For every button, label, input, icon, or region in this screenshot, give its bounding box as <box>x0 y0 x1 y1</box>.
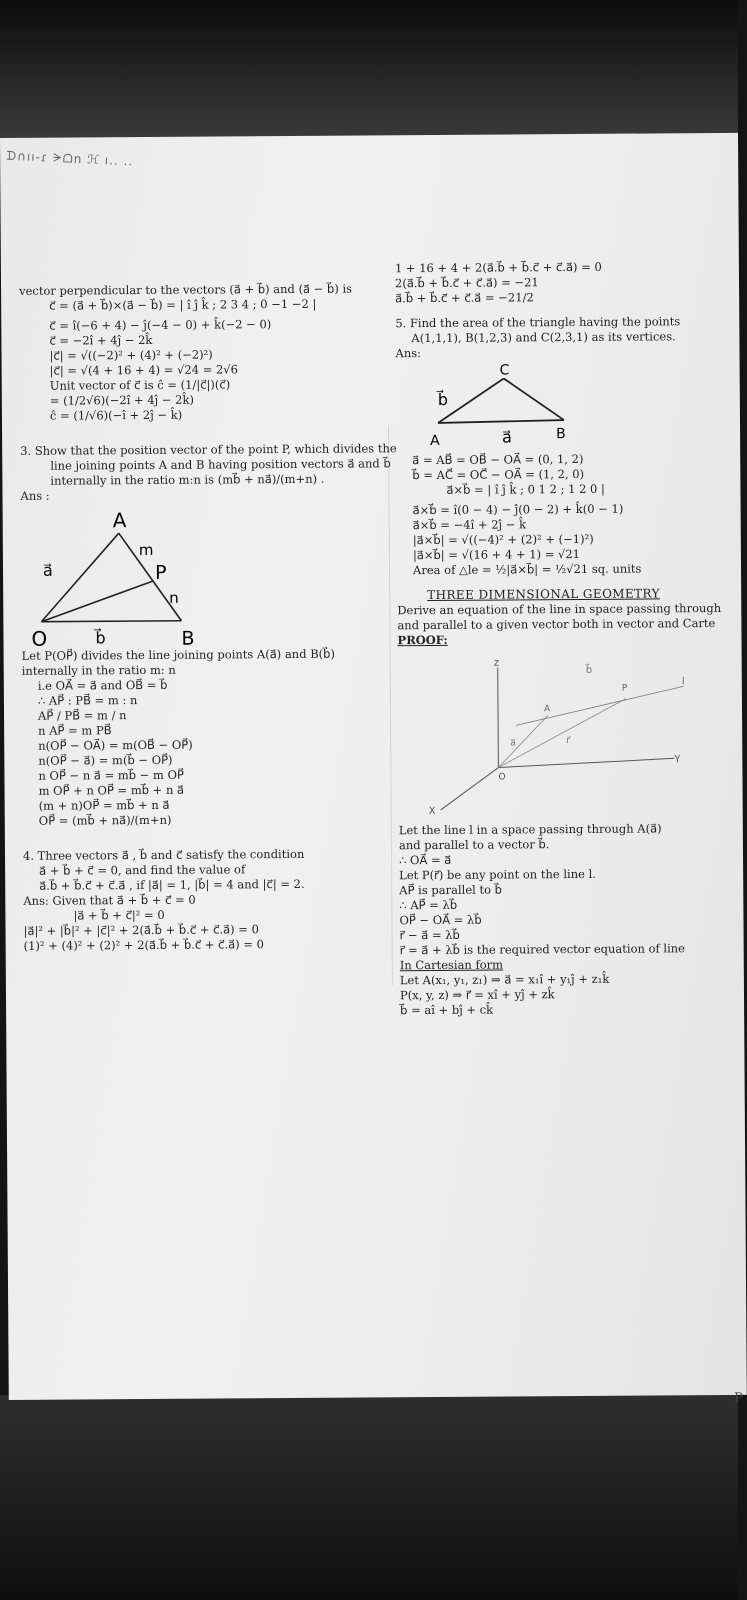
fig1-label-p: P <box>154 561 167 584</box>
q2-line: |c⃗| = √((−2)² + (4)² + (−2)²) <box>49 347 213 363</box>
q3-proof-line: Let P(OP⃗) divides the line joining points A(a⃗) and B(b⃗) <box>21 646 335 663</box>
oa-vector <box>498 715 548 767</box>
fig1-label-n: n <box>169 588 179 607</box>
right-column <box>395 259 744 1018</box>
q5-solution-line: b⃗ = AC⃗ = OC⃗ − OA⃗ = (1, 2, 0) <box>412 466 585 483</box>
q3-proof-line: internally in the ratio m: n <box>21 662 176 678</box>
fig2-label-c: C <box>499 362 510 379</box>
ob-line <box>41 621 181 622</box>
fig2-label-a: A <box>430 432 440 450</box>
dark-background-bottom <box>0 1395 738 1600</box>
q3-proof-line: ∴ AP⃗ : PB⃗ = m : n <box>37 693 138 708</box>
derive-question-line: Derive an equation of the line in space passing through <box>397 600 722 618</box>
q2-line: vector perpendicular to the vectors (a⃗ + b⃗) and (a⃗ − b⃗) is <box>19 281 353 298</box>
handwritten-scribble: ᗪ∩ıı-ɾ ᗒᗝn ℋ ı.. .. <box>5 148 134 169</box>
q4-line: a⃗ + b⃗ + c⃗ = 0, and find the value of <box>39 862 246 878</box>
q4-line: |a⃗ + b⃗ + c⃗|² = 0 <box>73 907 165 923</box>
line-derivation-line: AP⃗ is parallel to b⃗ <box>399 882 503 898</box>
fig3-label-z: z <box>493 657 499 669</box>
q4-continued-line: a⃗.b⃗ + b⃗.c⃗ + c⃗.a⃗ = −21/2 <box>395 290 534 306</box>
fig3-label-y: Y <box>674 754 681 766</box>
line-derivation-line: In Cartesian form <box>399 957 504 973</box>
fig3-vector-a: a⃗ <box>510 738 516 749</box>
q3-proof-line: i.e OA⃗ = a⃗ and OB⃗ = b⃗ <box>37 677 168 693</box>
section-formula-figure <box>21 502 222 651</box>
fig3-label-o: O <box>498 772 506 783</box>
q2-line: ĉ = (1/√6)(−î + 2ĵ − k̂) <box>49 407 183 423</box>
q5-solution-line: Area of △le = ½|a⃗×b⃗| = ½√21 sq. units <box>412 561 642 578</box>
q2-line: c⃗ = −2î + 4ĵ − 2k̂ <box>49 332 153 348</box>
fig3-vector-b: b⃗ <box>585 664 593 676</box>
line-derivation-line: r⃗ = a⃗ + λb⃗ is the required vector equation of line <box>399 941 685 958</box>
q5-solution-line: |a⃗×b⃗| = √(16 + 4 + 1) = √21 <box>412 546 581 563</box>
q4-continued-line: 2(a⃗.b⃗ + b⃗.c⃗ + c⃗.a⃗) = −21 <box>394 275 539 291</box>
line-derivation-line: ∴ AP⃗ = λb⃗ <box>399 897 458 913</box>
q4-line: Ans: Given that a⃗ + b⃗ + c⃗ = 0 <box>23 892 196 908</box>
section-heading: THREE DIMENSIONAL GEOMETRY <box>427 586 660 603</box>
q2-line: Unit vector of c⃗ is ĉ = (1/|c⃗|)(c⃗) <box>49 377 231 393</box>
fig3-label-a: A <box>543 704 551 715</box>
q5-solution-line: a⃗×b⃗ = î(0 − 4) − ĵ(0 − 2) + k̂(0 − 1) <box>412 501 624 518</box>
fig1-vector-b: b⃗ <box>95 628 106 648</box>
line-derivation-line: Let A(x₁, y₁, z₁) ⇒ a⃗ = x₁î + y₁ĵ + z₁k̂ <box>399 971 610 988</box>
q5-solution-line: |a⃗×b⃗| = √((−4)² + (2)² + (−1)²) <box>412 531 594 548</box>
line-derivation-line: b⃗ = aî + bĵ + ck̂ <box>400 1002 494 1018</box>
line-derivation-line: and parallel to a vector b⃗. <box>398 837 550 853</box>
paper-sheet <box>0 133 747 1406</box>
edge-mark: P <box>734 1390 743 1406</box>
q3-proof-line: n AP⃗ = m PB⃗ <box>38 723 112 738</box>
q3-question-line: internally in the ratio m:n is (mb⃗ + na⃗)/(m+n) . <box>50 471 325 488</box>
fig3-label-x: X <box>428 805 436 818</box>
q2-line: = (1/2√6)(−2î + 4ĵ − 2k̂) <box>49 392 194 408</box>
line-derivation-line: P(x, y, z) ⇒ r⃗ = xî + yĵ + zk̂ <box>399 987 555 1003</box>
q4-line: |a⃗|² + |b⃗|² + |c⃗|² + 2(a⃗.b⃗ + b⃗.c⃗ + c⃗.a⃗) = 0 <box>23 922 259 938</box>
line-derivation-line: ∴ OA⃗ = a⃗ <box>399 852 452 868</box>
derive-question-line: and parallel to a given vector both in vector and Carte <box>397 616 716 633</box>
fig3-label-l: l <box>681 676 685 688</box>
x-axis <box>440 768 498 810</box>
q3-proof-line: n(OP⃗ − a⃗) = m(b⃗ − OP⃗) <box>38 752 173 768</box>
fig3-label-p: P <box>621 683 628 694</box>
fig2-vector-b: b⃗ <box>437 389 449 409</box>
q5-question-line: A(1,1,1), B(1,2,3) and C(2,3,1) as its vertices. <box>411 329 676 346</box>
fig1-label-a: A <box>112 508 127 533</box>
q4-line: (1)² + (4)² + (2)² + 2(a⃗.b⃗ + b⃗.c⃗ + c⃗.a⃗) = 0 <box>23 937 264 953</box>
q3-question-line: 3. Show that the position vector of the point P, which divides the <box>20 441 397 458</box>
q3-question-line: line joining points A and B having position vectors a⃗ and b⃗ <box>50 456 391 473</box>
q4-continued-line: 1 + 16 + 4 + 2(a⃗.b⃗ + b⃗.c⃗ + c⃗.a⃗) = 0 <box>394 259 602 276</box>
z-axis <box>498 668 499 768</box>
line-derivation-line: Let the line l in a space passing through A(a⃗) <box>398 821 662 838</box>
fig2-label-b: B <box>556 426 566 443</box>
q5-solution-line: a⃗ = AB⃗ = OB⃗ − OA⃗ = (0, 1, 2) <box>412 451 584 468</box>
side-ab <box>438 420 564 423</box>
q3-proof-line: m OP⃗ + n OP⃗ = mb⃗ + n a⃗ <box>38 782 185 798</box>
line-l <box>516 683 684 725</box>
fig1-label-m: m <box>138 540 154 560</box>
line-in-space-figure <box>398 646 699 823</box>
line-derivation-line: OP⃗ − OA⃗ = λb⃗ <box>399 912 482 928</box>
q4-line: 4. Three vectors a⃗ , b⃗ and c⃗ satisfy the condition <box>22 846 305 863</box>
q5-solution-line: a⃗×b⃗ = | î ĵ k̂ ; 0 1 2 ; 1 2 0 | <box>446 481 605 497</box>
line-derivation-line: Let P(r⃗) be any point on the line l. <box>399 866 596 883</box>
line-derivation-line: r⃗ − a⃗ = λb⃗ <box>399 927 460 943</box>
q3-proof-line: (m + n)OP⃗ = mb⃗ + n a⃗ <box>38 797 170 813</box>
proof-label: PROOF: <box>397 632 448 648</box>
q5-ans-label: Ans: <box>395 346 422 361</box>
side-cb <box>504 378 564 420</box>
q2-line: |c⃗| = √(4 + 16 + 4) = √24 = 2√6 <box>49 362 238 378</box>
op-vector <box>498 699 626 768</box>
fig1-label-o: O <box>31 626 48 651</box>
fig1-label-b: B <box>181 627 195 650</box>
q3-proof-line: n(OP⃗ − OA⃗) = m(OB⃗ − OP⃗) <box>38 737 193 753</box>
fig1-vector-a: a⃗ <box>42 560 53 580</box>
op-line <box>41 581 153 622</box>
q3-proof-line: OP⃗ = (mb⃗ + na⃗)/(m+n) <box>38 812 172 828</box>
q5-solution-line: a⃗×b⃗ = −4î + 2ĵ − k̂ <box>412 517 527 533</box>
left-column <box>19 281 397 954</box>
q2-line: c⃗ = î(−6 + 4) − ĵ(−4 − 0) + k̂(−2 − 0) <box>49 317 272 333</box>
q4-line: a⃗.b⃗ + b⃗.c⃗ + c⃗.a⃗ , if |a⃗| = 1, |b⃗| = 4 and |c⃗| = 2. <box>39 876 305 893</box>
y-axis <box>498 758 674 767</box>
dark-background-top <box>0 0 738 140</box>
fig2-vector-a: a⃗ <box>502 427 512 447</box>
q3-ans-label: Ans : <box>20 488 50 503</box>
fig3-vector-r: r⃗ <box>566 736 570 747</box>
q3-proof-line: AP⃗ / PB⃗ = m / n <box>37 708 127 723</box>
q2-line: c⃗ = (a⃗ + b⃗)×(a⃗ − b⃗) = | î ĵ k̂ ; 2 3 4 ; 0 −1 −2 | <box>49 296 317 313</box>
triangle-figure <box>396 360 617 454</box>
q5-question-line: 5. Find the area of the triangle having the points <box>395 314 681 331</box>
q3-proof-line: n OP⃗ − n a⃗ = mb⃗ − m OP⃗ <box>38 767 185 783</box>
